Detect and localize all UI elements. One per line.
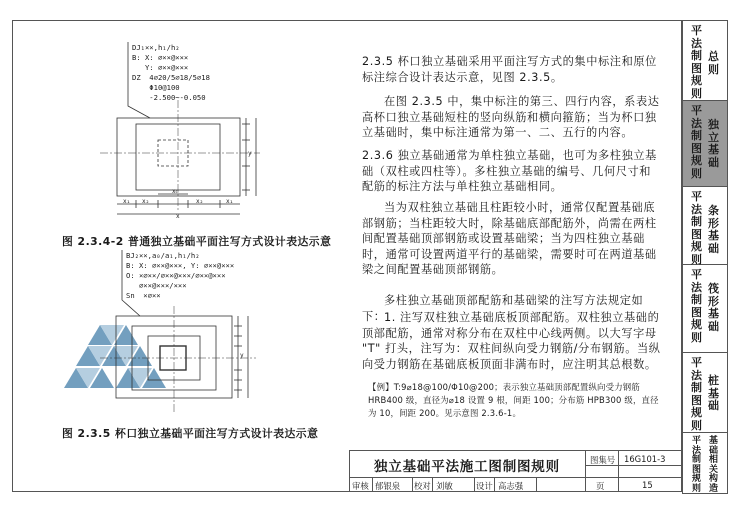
tab-isolated-foundation[interactable] xyxy=(683,101,727,187)
fig1-label-stirrups: Φ10@100 xyxy=(132,83,180,92)
fig1-dim-xc: xᴄ xyxy=(172,188,179,195)
fig1-dim-y: y xyxy=(248,150,252,157)
clause-2-3-6-detail: 当为双柱独立基础且柱距较小时，通常仅配置基础底部钢筋；当柱距较大时，除基础底部配筋外，尚需在两柱间配置基础顶部钢筋或设置基础梁；当为四柱独立基础时，通常可设置两道平行的基础梁，需要时可在两道基础梁之间配置基础顶部钢筋。 xyxy=(362,201,657,277)
atlas-label: 图集号 xyxy=(590,455,616,465)
tab-related-details[interactable] xyxy=(683,433,727,493)
design-label: 设计 xyxy=(476,481,493,491)
tab-raft-foundation[interactable] xyxy=(683,265,727,353)
check-label: 校对 xyxy=(414,481,431,491)
fig1-label-column-bars: DZ 4⌀20/5⌀18/5⌀18 xyxy=(132,73,210,82)
fig1-dim-x1: x₁ xyxy=(123,198,131,205)
tab-general[interactable] xyxy=(683,21,727,101)
tab-label: 平法制图规则 xyxy=(691,436,701,494)
tab-label: 总则 xyxy=(708,50,719,76)
fig2-label-bottom: B: X: ⌀××@×××, Y: ⌀××@××× xyxy=(126,261,235,270)
fig1-label-elevation: -2.500~-0.050 xyxy=(132,93,206,102)
checker-name: 刘敏 xyxy=(436,481,453,491)
tab-label: 独立基础 xyxy=(708,118,719,169)
tab-label: 平法制图规则 xyxy=(691,356,702,432)
fig1-dim-x: x xyxy=(176,213,180,220)
clause-2-3-6: 2.3.6 独立基础通常为单柱独立基础，也可为多柱独立基础（双柱或四柱等）。多柱独立基础的编号、几何尺寸和配筋的标注方法与单柱独立基础相同。 xyxy=(362,149,657,194)
tab-label: 平法制图规则 xyxy=(691,268,702,344)
tab-pile-foundation[interactable] xyxy=(683,353,727,433)
tab-label: 筏形基础 xyxy=(708,282,719,333)
side-tabs xyxy=(682,20,728,494)
fig1-dim-x2b: x₂ xyxy=(196,198,204,205)
review-label: 审核 xyxy=(352,481,369,491)
page-label: 页 xyxy=(596,481,605,491)
fig1-label-id: DJ₁××,h₁/h₂ xyxy=(132,43,180,52)
fig2-plan-drawing xyxy=(0,0,360,450)
fig1-dim-x2: x₂ xyxy=(142,198,150,205)
fig2-label-sn: Sn ×⌀×× xyxy=(126,291,161,300)
fig2-caption: 图 2.3.5 杯口独立基础平面注写方式设计表达示意 xyxy=(62,427,319,440)
tab-label: 平法制图规则 xyxy=(691,104,702,180)
atlas-number: 16G101-3 xyxy=(624,454,666,464)
example-note: 【例】T:9⌀18@100/Φ10@200；表示独立基础顶部配置纵向受力钢筋 HRB400 级，直径为⌀18 设置 9 根，间距 100；分布筋 HPB300 级，直径为 10，间距 200。见示意图 2.3.6-1。 xyxy=(368,382,659,418)
fig2-dim-y: y xyxy=(240,352,244,359)
page-number: 15 xyxy=(642,480,653,490)
fig1-label-bottom-y: Y: ⌀××@××× xyxy=(132,63,189,72)
fig1-label-bottom-x: B: X: ⌀××@××× xyxy=(132,53,189,62)
fig2-label-id: BJ₂××,a₀/a₁,h₁/h₂ xyxy=(126,251,200,260)
tab-label: 基础相关构造 xyxy=(708,436,718,494)
fig1-caption: 图 2.3.4-2 普通独立基础平面注写方式设计表达示意 xyxy=(62,235,332,248)
fig2-label-cup: O: ×⌀××/⌀××@×××/⌀××@××× xyxy=(126,271,226,280)
tab-label: 条形基础 xyxy=(708,204,719,255)
clause-rules-intro: 多柱独立基础顶部配筋和基础梁的注写方法规定如下： xyxy=(362,294,644,323)
clause-rule-1: 1. 注写双柱独立基础底板顶部配筋。双柱独立基础的顶部配筋，通常对称分布在双柱中心线两侧。以大写字母 "T" 打头，注写为：双柱间纵向受力钢筋/分布钢筋。当纵向受力钢筋在基础底板顶面非满布时，应注明其总根数。 xyxy=(362,311,661,371)
designer-name: 高志强 xyxy=(498,481,524,491)
tab-strip-foundation[interactable] xyxy=(683,187,727,265)
tab-label: 桩基础 xyxy=(708,374,719,412)
fig2-label-cup-2: ⌀××@×××/××× xyxy=(126,281,187,290)
clause-2-3-5-detail: 在图 2.3.5 中，集中标注的第三、四行内容，系表达高杯口独立基础短柱的竖向纵筋和横向箍筋；当为杯口独立基础时，集中标注通常为第一、二、五行的内容。 xyxy=(362,95,660,140)
title-block xyxy=(349,450,681,491)
fig1-dim-x1b: x₁ xyxy=(226,198,234,205)
reviewer-name: 郁银泉 xyxy=(375,481,401,491)
clause-2-3-5: 2.3.5 杯口独立基础采用平面注写方式的集中标注和原位标注综合设计表达示意，见图 2.3.5。 xyxy=(362,55,657,84)
sheet-title: 独立基础平法施工图制图规则 xyxy=(374,459,560,475)
tab-label: 平法制图规则 xyxy=(691,24,702,100)
tab-label: 平法制图规则 xyxy=(691,190,702,266)
